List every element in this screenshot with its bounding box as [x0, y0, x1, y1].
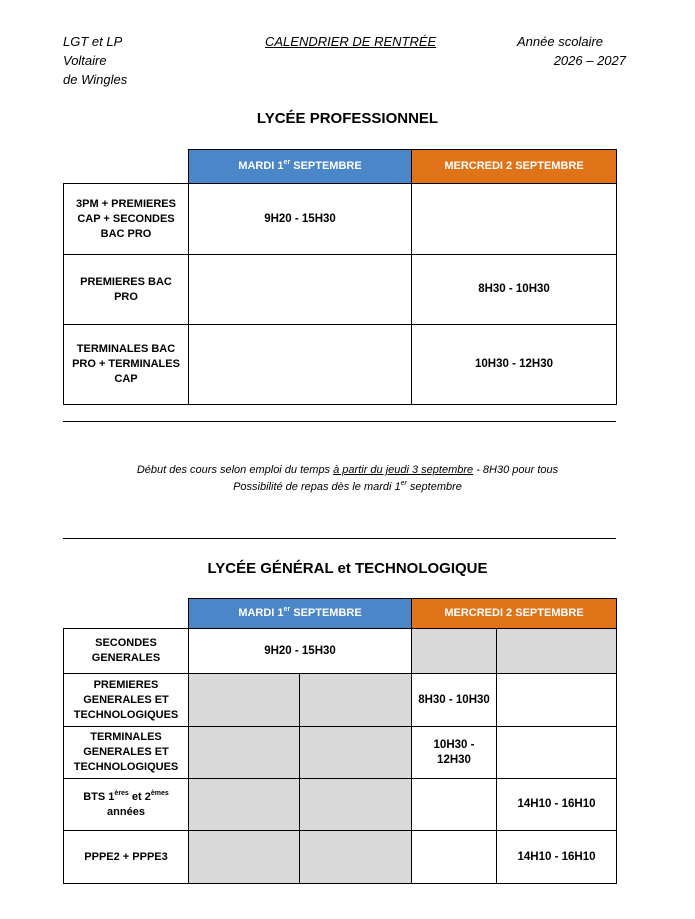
unused-slot — [189, 779, 300, 831]
school-line: LGT et LP — [63, 34, 123, 49]
table-row — [64, 831, 617, 884]
empty-corner — [64, 150, 189, 184]
tuesday-time — [189, 325, 412, 405]
start-note-line: Début des cours selon emploi du temps à partir du jeudi 3 septembre - 8H30 pour tous — [136, 464, 559, 476]
school-year-value: 2026 – 2027 — [553, 53, 626, 68]
table-row — [64, 184, 617, 255]
unused-slot — [189, 674, 300, 727]
document-title: CALENDRIER DE RENTRÉE — [265, 34, 437, 49]
row-label: PREMIERES BAC PRO — [64, 255, 189, 325]
school-line: de Wingles — [63, 72, 128, 87]
unused-slot — [300, 727, 412, 779]
table-row — [64, 629, 617, 674]
wednesday-time: 10H30 - 12H30 — [412, 325, 617, 405]
school-year-label: Année scolaire — [517, 34, 603, 49]
divider — [63, 538, 616, 539]
wednesday-morning-time — [412, 831, 497, 884]
column-header-tuesday: MARDI 1er SEPTEMBRE — [189, 599, 412, 629]
row-label: PREMIERES GENERALES ET TECHNOLOGIQUES — [64, 674, 189, 727]
unused-slot — [300, 831, 412, 884]
unused-slot — [412, 629, 497, 674]
school-year — [490, 32, 626, 70]
unused-slot — [300, 779, 412, 831]
table-row — [64, 255, 617, 325]
unused-slot — [497, 629, 617, 674]
empty-corner — [64, 599, 189, 629]
wednesday-morning-time: 8H30 - 10H30 — [412, 674, 497, 727]
divider — [63, 421, 616, 422]
lp-section-title: LYCÉE PROFESSIONNEL — [256, 110, 439, 127]
table-row — [64, 325, 617, 405]
school-line: Voltaire — [63, 53, 107, 68]
wednesday-time: 8H30 - 10H30 — [412, 255, 617, 325]
table-row — [64, 674, 617, 727]
tuesday-time — [189, 255, 412, 325]
tuesday-time: 9H20 - 15H30 — [189, 184, 412, 255]
row-label: PPPE2 + PPPE3 — [64, 831, 189, 884]
wednesday-afternoon-time — [497, 727, 617, 779]
row-label: BTS 1ères et 2èmes années — [64, 779, 189, 831]
table-header-row — [64, 599, 617, 629]
wednesday-morning-time — [412, 779, 497, 831]
lgt-section-title: LYCÉE GÉNÉRAL et TECHNOLOGIQUE — [207, 560, 488, 577]
start-note — [0, 462, 695, 496]
row-label: SECONDES GENERALES — [64, 629, 189, 674]
column-header-tuesday: MARDI 1er SEPTEMBRE — [189, 150, 412, 184]
column-header-wednesday: MERCREDI 2 SEPTEMBRE — [412, 150, 617, 184]
row-label: 3PM + PREMIERES CAP + SECONDES BAC PRO — [64, 184, 189, 255]
lp-schedule-table — [63, 149, 617, 405]
table-row — [64, 779, 617, 831]
row-label: TERMINALES GENERALES ET TECHNOLOGIQUES — [64, 727, 189, 779]
unused-slot — [300, 674, 412, 727]
tuesday-time: 9H20 - 15H30 — [189, 629, 412, 674]
unused-slot — [189, 727, 300, 779]
table-header-row — [64, 150, 617, 184]
meal-note-line: Possibilité de repas dès le mardi 1er septembre — [233, 480, 462, 493]
table-row — [64, 727, 617, 779]
wednesday-afternoon-time: 14H10 - 16H10 — [497, 831, 617, 884]
column-header-wednesday: MERCREDI 2 SEPTEMBRE — [412, 599, 617, 629]
unused-slot — [189, 831, 300, 884]
wednesday-time — [412, 184, 617, 255]
lgt-schedule-table — [63, 598, 617, 884]
wednesday-afternoon-time — [497, 674, 617, 727]
school-name — [63, 32, 127, 89]
wednesday-afternoon-time: 14H10 - 16H10 — [497, 779, 617, 831]
wednesday-morning-time: 10H30 - 12H30 — [412, 727, 497, 779]
row-label: TERMINALES BAC PRO + TERMINALES CAP — [64, 325, 189, 405]
